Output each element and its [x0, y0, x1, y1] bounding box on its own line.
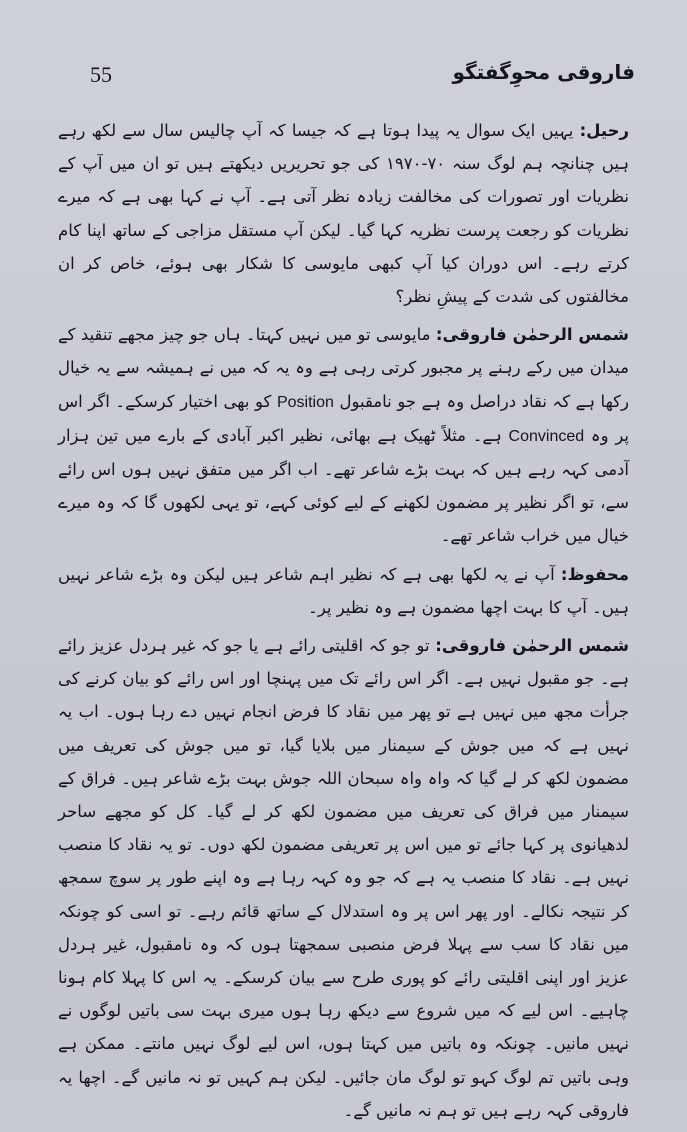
paragraph-text: تو جو کہ اقلیتی رائے ہے یا جو کہ غیر ہردل عزیز رائے ہے۔ جو مقبول نہیں ہے۔ اگر اس رائے تک میں پہنچا اور اس رائے کو بیان کرنے کی جرأت مجھ میں نہیں ہے تو پھر میں نقاد کا فرض انجام نہیں دے رہا ہوں۔ اب یہ نہیں ہے کہ میں جوش کے سیمنار میں بلایا گیا، تو میں جوش کی تعریف میں مضمون لکھ کر لے گیا کہ واہ واہ سبحان اللہ جوش بہت بڑے شاعر ہیں۔ فراق کے سیمنار میں فراق کی تعریف میں مضمون لکھ کر لے گیا۔ کل کو مجھے ساحر لدھیانوی پر کہا جائے تو میں اس پر تعریفی مضمون لکھ دوں۔ تو یہ نقاد کا منصب نہیں ہے۔ نقاد کا منصب یہ ہے کہ جو وہ کہہ رہا ہے وہ اپنے طور پر سوچ سمجھ کر نتیجہ نکالے۔ اور پھر اس پر وہ استدلال کے ساتھ قائم رہے۔ تو اسی کو چونکہ میں نقاد کا سب سے پہلا فرض منصبی سمجھتا ہوں کہ وہ نامقبول، غیر ہردل عزیز اور اپنی اقلیتی رائے کو پوری طرح سے بیان کرسکے۔ یہ اس کا پہلا کام ہونا چاہیے۔ اس لیے کہ میں شروع سے دیکھ رہا ہوں میری بہت سی باتیں لوگوں نے نہیں مانیں۔ چونکہ وہ باتیں میں کہتا ہوں، اس لیے لوگ نہیں مانتے۔ ممکن ہے وہی باتیں تم لوگ کہو تو لوگ مان جائیں۔ لیکن ہم کہیں تو نہ مانیں گے۔ اچھا یہ فاروقی کہہ رہے ہیں تو ہم نہ مانیں گے۔: [58, 636, 629, 1120]
paragraph-farooqi-1: [58, 318, 629, 552]
page-header: [52, 60, 635, 94]
paragraph-text: ہے۔ مثلاً ٹھیک ہے بھائی، نظیر اکبر آبادی کے بارے میں تین ہزار آدمی کہہ رہے ہیں کہ بہت بڑے شاعر تھے۔ اب اگر میں متفق نہیں ہوں اس رائے سے، تو اگر نظیر پر مضمون لکھنے کے لیے کوئی کہے، تو یہی لکھوں گا کہ وہ میرے خیال میں خراب شاعر تھے۔: [58, 425, 629, 546]
running-title: فاروقی محوِگفتگو: [452, 60, 635, 84]
english-term: Position: [276, 393, 334, 411]
paragraph-rahil: [58, 114, 629, 313]
paragraph-mahfooz: [58, 558, 629, 624]
speaker-label: محفوظ:: [560, 564, 629, 584]
paragraph-farooqi-2: [58, 629, 629, 1127]
speaker-label: شمس الرحمٰن فاروقی:: [435, 325, 630, 345]
paragraph-text: یہیں ایک سوال یہ پیدا ہوتا ہے کہ جیسا کہ آپ چالیس سال سے لکھ رہے ہیں چنانچہ ہم لوگ سنہ ۷۰-۱۹۷۰ کی جو تحریریں دیکھتے ہیں تو ان میں آپ کے نظریات اور تصورات کی مخالفت زیادہ نظر آتی ہے۔ آپ نے کہا بھی ہے کہ میرے نظریات کو رجعت پرست نظریہ کہا گیا۔ لیکن آپ مستقل مزاجی کے ساتھ اپنا کام کرتے رہے۔ اس دوران کیا آپ کبھی مایوسی کا شکار بھی ہوئے، خاص کر ان مخالفتوں کی شدت کے پیشِ نظر؟: [58, 121, 629, 307]
paragraph-text: مایوسی تو میں نہیں کہتا۔ ہاں جو چیز مجھے تنقید کے میدان میں رکے رہنے پر مجبور کرتی رہی ہے وہ یہ کہ میں نے ہمیشہ سے یہ خیال رکھا ہے کہ نقاد دراصل وہ ہے جو نامقبول: [58, 325, 630, 411]
paragraph-text: کو بھی اختیار کرسکے۔ اگر اس پر وہ: [58, 391, 630, 445]
paragraph-text: آپ نے یہ لکھا بھی ہے کہ نظیر اہم شاعر ہیں لیکن وہ بڑے شاعر نہیں ہیں۔ آپ کا بہت اچھا مضمون ہے وہ نظیر پر۔: [58, 564, 629, 617]
page-body: [58, 114, 629, 1132]
speaker-label: شمس الرحمٰن فاروقی:: [435, 636, 629, 656]
english-term: Convinced: [508, 427, 585, 445]
page-number: 55: [90, 62, 112, 87]
speaker-label: رحیل:: [579, 121, 630, 140]
